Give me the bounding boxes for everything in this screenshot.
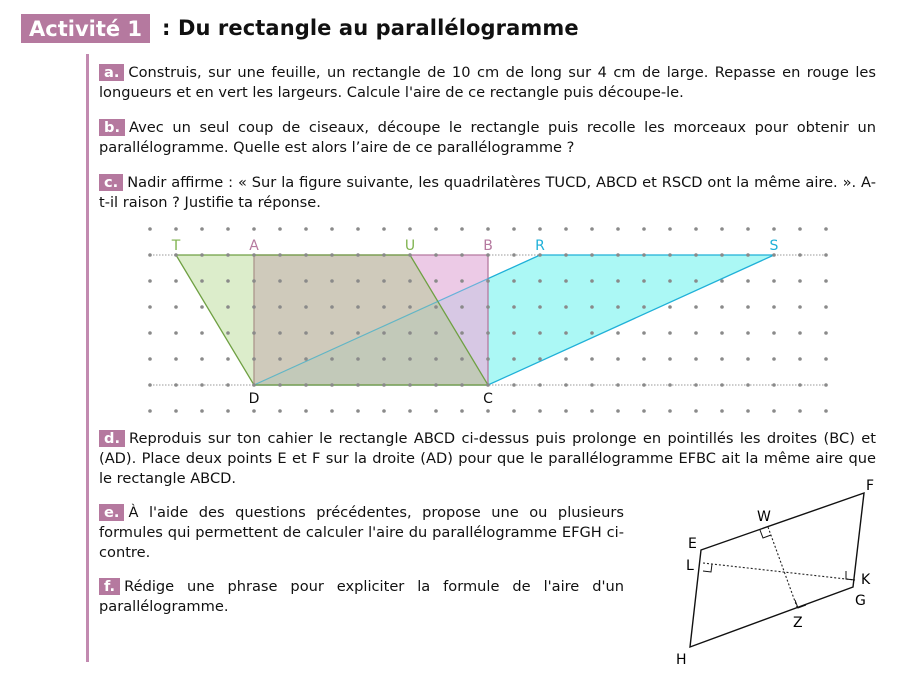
grid-dot <box>616 305 620 309</box>
grid-dot <box>252 331 256 335</box>
grid-dot <box>434 253 438 257</box>
grid-dot <box>356 279 360 283</box>
grid-dot <box>148 305 152 309</box>
grid-dot <box>460 331 464 335</box>
grid-dot <box>772 305 776 309</box>
question-label: e. <box>99 504 124 521</box>
grid-dot <box>798 253 802 257</box>
grid-dot <box>798 279 802 283</box>
grid-dot <box>330 279 334 283</box>
question-f <box>99 577 624 617</box>
grid-dot <box>746 331 750 335</box>
question-label: a. <box>99 64 124 81</box>
grid-dot <box>668 383 672 387</box>
grid-dot <box>772 279 776 283</box>
grid-dot <box>512 331 516 335</box>
grid-dot <box>330 227 334 231</box>
grid-dot <box>564 279 568 283</box>
grid-dot <box>304 409 308 413</box>
grid-dot <box>694 279 698 283</box>
grid-dot <box>278 279 282 283</box>
grid-dot <box>538 331 542 335</box>
question-e <box>99 503 624 563</box>
grid-dot <box>382 305 386 309</box>
grid-dot <box>642 331 646 335</box>
grid-dot <box>226 331 230 335</box>
grid-dot <box>226 279 230 283</box>
point-label-z: Z <box>793 615 803 631</box>
question-text: Construis, sur une feuille, un rectangle de 10 cm de long sur 4 cm de large. Repasse en rouge les longueurs et en vert les largeurs. Calcule l'aire de ce rectangle puis découpe-le. <box>99 64 876 101</box>
grid-dot <box>668 253 672 257</box>
grid-dot <box>512 357 516 361</box>
point-label-r: R <box>535 238 545 254</box>
question-d <box>99 429 876 489</box>
grid-dot <box>694 331 698 335</box>
grid-dot <box>408 227 412 231</box>
question-text: À l'aide des questions précédentes, propose une ou plusieurs formules qui permettent de calculer l'aire du parallélogramme EFGH ci-contre. <box>99 504 624 561</box>
grid-dot <box>668 357 672 361</box>
grid-dot <box>798 383 802 387</box>
grid-dot <box>694 227 698 231</box>
activity-title: : Du rectangle au parallélogramme <box>162 16 579 40</box>
grid-dot <box>694 357 698 361</box>
grid-dot <box>460 227 464 231</box>
grid-dot <box>616 253 620 257</box>
grid-dot <box>330 357 334 361</box>
grid-dot <box>252 357 256 361</box>
grid-dot <box>720 383 724 387</box>
point-label-u: U <box>404 238 416 254</box>
grid-dot <box>512 227 516 231</box>
grid-dot <box>642 357 646 361</box>
grid-dot <box>512 253 516 257</box>
grid-dot <box>694 409 698 413</box>
grid-dot <box>278 227 282 231</box>
grid-dot <box>668 227 672 231</box>
grid-dot <box>252 383 256 387</box>
grid-dot <box>798 227 802 231</box>
grid-dot <box>512 409 516 413</box>
grid-dot <box>148 331 152 335</box>
point-label-k: K <box>861 572 871 588</box>
grid-dot <box>720 409 724 413</box>
grid-dot <box>590 305 594 309</box>
grid-dot <box>382 227 386 231</box>
grid-dot <box>668 279 672 283</box>
grid-dot <box>486 357 490 361</box>
grid-dot <box>200 227 204 231</box>
grid-dot <box>252 305 256 309</box>
grid-dot <box>720 279 724 283</box>
grid-dot <box>668 409 672 413</box>
grid-dot <box>824 305 828 309</box>
grid-dot <box>226 409 230 413</box>
grid-dot <box>642 383 646 387</box>
grid-dot <box>226 305 230 309</box>
grid-dot <box>174 383 178 387</box>
grid-dot <box>460 383 464 387</box>
question-label: b. <box>99 119 125 136</box>
question-label: f. <box>99 578 120 595</box>
grid-dot <box>252 409 256 413</box>
grid-dot <box>382 409 386 413</box>
grid-dot <box>278 331 282 335</box>
grid-dot <box>330 383 334 387</box>
grid-dot <box>174 331 178 335</box>
grid-dot <box>538 279 542 283</box>
grid-dot <box>174 409 178 413</box>
grid-dot <box>590 227 594 231</box>
grid-dot <box>590 253 594 257</box>
grid-dot <box>772 357 776 361</box>
grid-dot <box>356 383 360 387</box>
point-label-l: L <box>686 558 694 574</box>
grid-dot <box>278 409 282 413</box>
grid-dot <box>564 253 568 257</box>
grid-dot <box>538 227 542 231</box>
grid-dot <box>330 409 334 413</box>
grid-dot <box>694 305 698 309</box>
grid-dot <box>486 279 490 283</box>
grid-dot <box>590 357 594 361</box>
grid-dot <box>824 279 828 283</box>
grid-dot <box>226 253 230 257</box>
question-label: c. <box>99 174 123 191</box>
grid-dot <box>772 331 776 335</box>
grid-dot <box>616 331 620 335</box>
grid-dot <box>746 253 750 257</box>
grid-dot <box>538 305 542 309</box>
grid-dot <box>642 253 646 257</box>
grid-dot <box>720 305 724 309</box>
grid-dot <box>434 409 438 413</box>
grid-dot <box>226 357 230 361</box>
grid-dot <box>590 279 594 283</box>
grid-dot <box>304 331 308 335</box>
grid-dot <box>434 331 438 335</box>
grid-dot <box>746 409 750 413</box>
grid-dot <box>746 279 750 283</box>
point-label-h: H <box>676 652 687 668</box>
grid-dot <box>720 253 724 257</box>
grid-dot <box>174 357 178 361</box>
question-text: Nadir affirme : « Sur la figure suivante, les quadrilatères TUCD, ABCD et RSCD ont la même aire. ». A-t-il raison ? Justifie ta réponse. <box>99 174 876 211</box>
grid-dot <box>512 383 516 387</box>
grid-dot <box>616 383 620 387</box>
point-label-g: G <box>855 593 866 609</box>
grid-dot <box>382 279 386 283</box>
grid-dot <box>824 331 828 335</box>
grid-dot <box>200 383 204 387</box>
grid-dot <box>486 227 490 231</box>
grid-dot <box>590 383 594 387</box>
grid-dot <box>382 383 386 387</box>
grid-dot <box>642 227 646 231</box>
grid-dot <box>252 227 256 231</box>
grid-dot <box>278 357 282 361</box>
grid-dot <box>746 383 750 387</box>
grid-dot <box>382 331 386 335</box>
grid-dot <box>564 305 568 309</box>
point-label-e: E <box>688 536 697 552</box>
grid-dot <box>382 253 386 257</box>
grid-dot <box>460 357 464 361</box>
grid-dot <box>382 357 386 361</box>
grid-dot <box>174 305 178 309</box>
grid-dot <box>148 383 152 387</box>
grid-dot <box>278 253 282 257</box>
grid-dot <box>226 227 230 231</box>
grid-dot <box>512 305 516 309</box>
grid-dot <box>616 227 620 231</box>
grid-dot <box>564 357 568 361</box>
grid-dot <box>304 279 308 283</box>
grid-dot <box>330 253 334 257</box>
grid-dot <box>304 253 308 257</box>
grid-dot <box>590 331 594 335</box>
grid-dot <box>512 279 516 283</box>
grid-dot <box>356 227 360 231</box>
grid-dot <box>642 409 646 413</box>
grid-dot <box>226 383 230 387</box>
grid-dot <box>668 331 672 335</box>
grid-dot <box>564 331 568 335</box>
grid-dot <box>564 227 568 231</box>
grid-dot <box>538 409 542 413</box>
grid-dot <box>642 279 646 283</box>
grid-dot <box>824 409 828 413</box>
grid-dot <box>252 279 256 283</box>
grid-dot <box>564 409 568 413</box>
grid-dot <box>434 383 438 387</box>
grid-dot <box>330 305 334 309</box>
grid-dot <box>616 279 620 283</box>
grid-dot <box>824 383 828 387</box>
grid-dot <box>148 357 152 361</box>
grid-dot <box>200 409 204 413</box>
grid-dot <box>356 409 360 413</box>
grid-dot <box>408 331 412 335</box>
grid-dot <box>694 383 698 387</box>
grid-dot <box>824 227 828 231</box>
grid-dot <box>148 409 152 413</box>
grid-dot <box>720 357 724 361</box>
grid-dot <box>616 357 620 361</box>
grid-dot <box>278 383 282 387</box>
grid-dot <box>356 305 360 309</box>
point-label-f: F <box>866 478 875 494</box>
grid-dot <box>200 331 204 335</box>
grid-dot <box>824 357 828 361</box>
grid-dot <box>148 253 152 257</box>
grid-dot <box>200 279 204 283</box>
grid-dot <box>798 331 802 335</box>
grid-dot <box>200 357 204 361</box>
grid-dot <box>356 357 360 361</box>
grid-dot <box>798 357 802 361</box>
point-label-s: S <box>769 238 779 254</box>
grid-dot <box>408 409 412 413</box>
grid-dot <box>408 279 412 283</box>
grid-dot <box>356 253 360 257</box>
question-label: d. <box>99 430 125 447</box>
grid-dot <box>434 357 438 361</box>
grid-dot <box>772 409 776 413</box>
grid-dot <box>460 253 464 257</box>
grid-dot <box>746 227 750 231</box>
question-text: Avec un seul coup de ciseaux, découpe le rectangle puis recolle les morceaux pour obtenir un parallélogramme. Quelle est alors l’aire de ce parallélogramme ? <box>99 119 876 156</box>
grid-dot <box>720 331 724 335</box>
grid-dot <box>304 357 308 361</box>
grid-dot <box>304 383 308 387</box>
grid-dot <box>616 409 620 413</box>
grid-dot <box>694 253 698 257</box>
grid-dot <box>772 383 776 387</box>
grid-dot <box>486 383 490 387</box>
grid-dot <box>304 305 308 309</box>
grid-dot <box>564 383 568 387</box>
point-label-c: C <box>483 391 493 407</box>
activity-badge: Activité 1 <box>21 14 150 43</box>
grid-dot <box>200 253 204 257</box>
grid-dot <box>746 357 750 361</box>
grid-dot <box>148 279 152 283</box>
grid-dot <box>174 279 178 283</box>
grid-dot <box>538 383 542 387</box>
grid-dot <box>200 305 204 309</box>
grid-dot <box>798 409 802 413</box>
grid-dot <box>668 305 672 309</box>
grid-dot <box>720 227 724 231</box>
grid-dot <box>772 227 776 231</box>
grid-dot <box>174 227 178 231</box>
grid-dot <box>408 383 412 387</box>
grid-dot <box>460 409 464 413</box>
grid-dot <box>356 331 360 335</box>
point-label-t: T <box>171 238 181 254</box>
grid-dot <box>304 227 308 231</box>
point-label-w: W <box>757 509 771 525</box>
grid-dot <box>746 305 750 309</box>
point-label-a: A <box>249 238 259 254</box>
question-text: Reproduis sur ton cahier le rectangle ABCD ci-dessus puis prolonge en pointillés les droites (BC) et (AD). Place deux points E et F sur la droite (AD) pour que le parallélogramme EFBC ait la même aire que le rectangle ABCD. <box>99 430 876 487</box>
grid-dot <box>486 409 490 413</box>
grid-dot <box>460 305 464 309</box>
grid-dot <box>486 305 490 309</box>
grid-dot <box>434 279 438 283</box>
grid-dot <box>590 409 594 413</box>
grid-dot <box>460 279 464 283</box>
grid-dot <box>408 357 412 361</box>
grid-dot <box>330 331 334 335</box>
point-label-d: D <box>248 391 260 407</box>
grid-dot <box>434 227 438 231</box>
grid-dot <box>798 305 802 309</box>
point-label-b: B <box>483 238 493 254</box>
question-text: Rédige une phrase pour expliciter la formule de l'aire d'un parallélogramme. <box>99 578 624 615</box>
grid-dot <box>278 305 282 309</box>
grid-dot <box>408 305 412 309</box>
grid-dot <box>148 227 152 231</box>
grid-dot <box>824 253 828 257</box>
grid-dot <box>642 305 646 309</box>
grid-dot <box>434 305 438 309</box>
grid-dot <box>486 331 490 335</box>
grid-dot <box>538 357 542 361</box>
